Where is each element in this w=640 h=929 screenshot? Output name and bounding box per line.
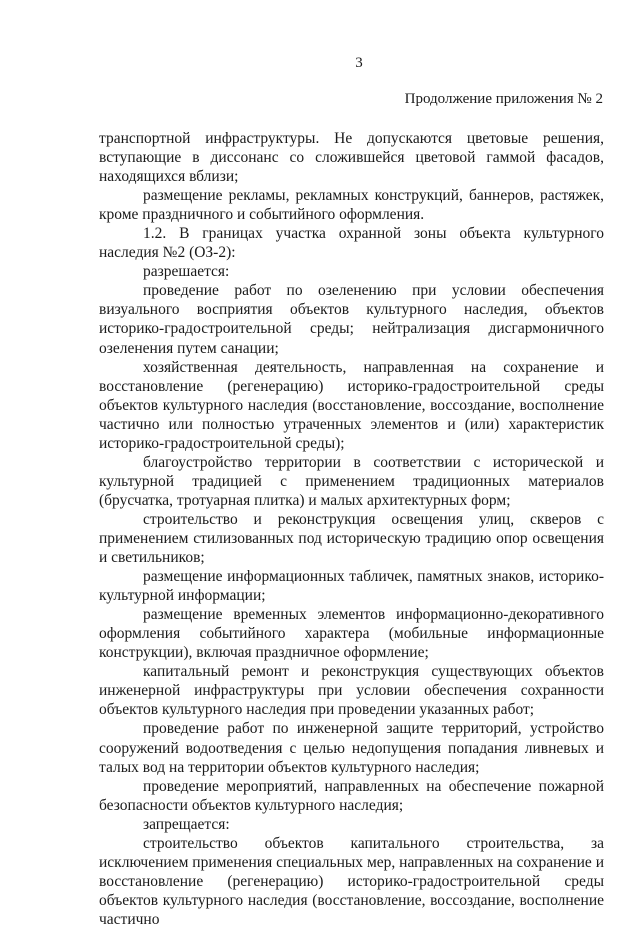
paragraph: проведение работ по озеленению при условии обеспечения визуального восприятия объектов культурного наследия, объектов историко-градостроительной среды; нейтрализация дисгармоничного озеленения путем санации; — [99, 282, 604, 357]
paragraph: размещение временных элементов информационно-декоративного оформления событийного характера (мобильные информационные конструкции), включая праздничное оформление; — [99, 606, 604, 662]
paragraph: капитальный ремонт и реконструкция существующих объектов инженерной инфраструктуры при условии обеспечения сохранности объектов культурного наследия при проведении указанных работ; — [99, 663, 604, 719]
page-number: 3 — [355, 55, 363, 71]
paragraph: разрешается: — [143, 263, 230, 281]
paragraph: транспортной инфраструктуры. Не допускаются цветовые решения, вступающие в диссонанс со сложившейся цветовой гаммой фасадов, находящихся вблизи; — [99, 130, 604, 186]
paragraph: проведение работ по инженерной защите территорий, устройство сооружений водоотведения с целью недопущения попадания ливневых и талых вод на территории объектов культурного наследия; — [99, 720, 604, 776]
paragraph: 1.2. В границах участка охранной зоны объекта культурного наследия №2 (ОЗ-2): — [99, 225, 604, 262]
document-body — [99, 129, 604, 929]
continuation-header: Продолжение приложения № 2 — [404, 91, 603, 107]
paragraph: строительство объектов капитального строительства, за исключением применения специальных мер, направленных на сохранение и восстановление (регенерацию) историко-градостроительной среды объектов культурного наследия (восстановление, воссоздание, восполнение частично — [99, 834, 604, 928]
paragraph: запрещается: — [143, 815, 230, 833]
paragraph: размещение рекламы, рекламных конструкций, баннеров, растяжек, кроме праздничного и событийного оформления. — [99, 187, 604, 224]
paragraph: благоустройство территории в соответствии с исторической и культурной традицией с применением традиционных материалов (брусчатка, тротуарная плитка) и малых архитектурных форм; — [99, 453, 604, 509]
paragraph: строительство и реконструкция освещения улиц, скверов с применением стилизованных под историческую традицию опор освещения и светильников; — [99, 510, 604, 567]
paragraph: хозяйственная деятельность, направленная на сохранение и восстановление (регенерацию) историко-градостроительной среды объектов культурного наследия (восстановление, воссоздание, восполнение частично или полностью утраченных элементов и (или) характеристик историко-градостроительной среды); — [99, 358, 604, 452]
paragraph: проведение мероприятий, направленных на обеспечение пожарной безопасности объектов культурного наследия; — [99, 777, 604, 814]
paragraph: размещение информационных табличек, памятных знаков, историко-культурной информации; — [99, 568, 604, 605]
